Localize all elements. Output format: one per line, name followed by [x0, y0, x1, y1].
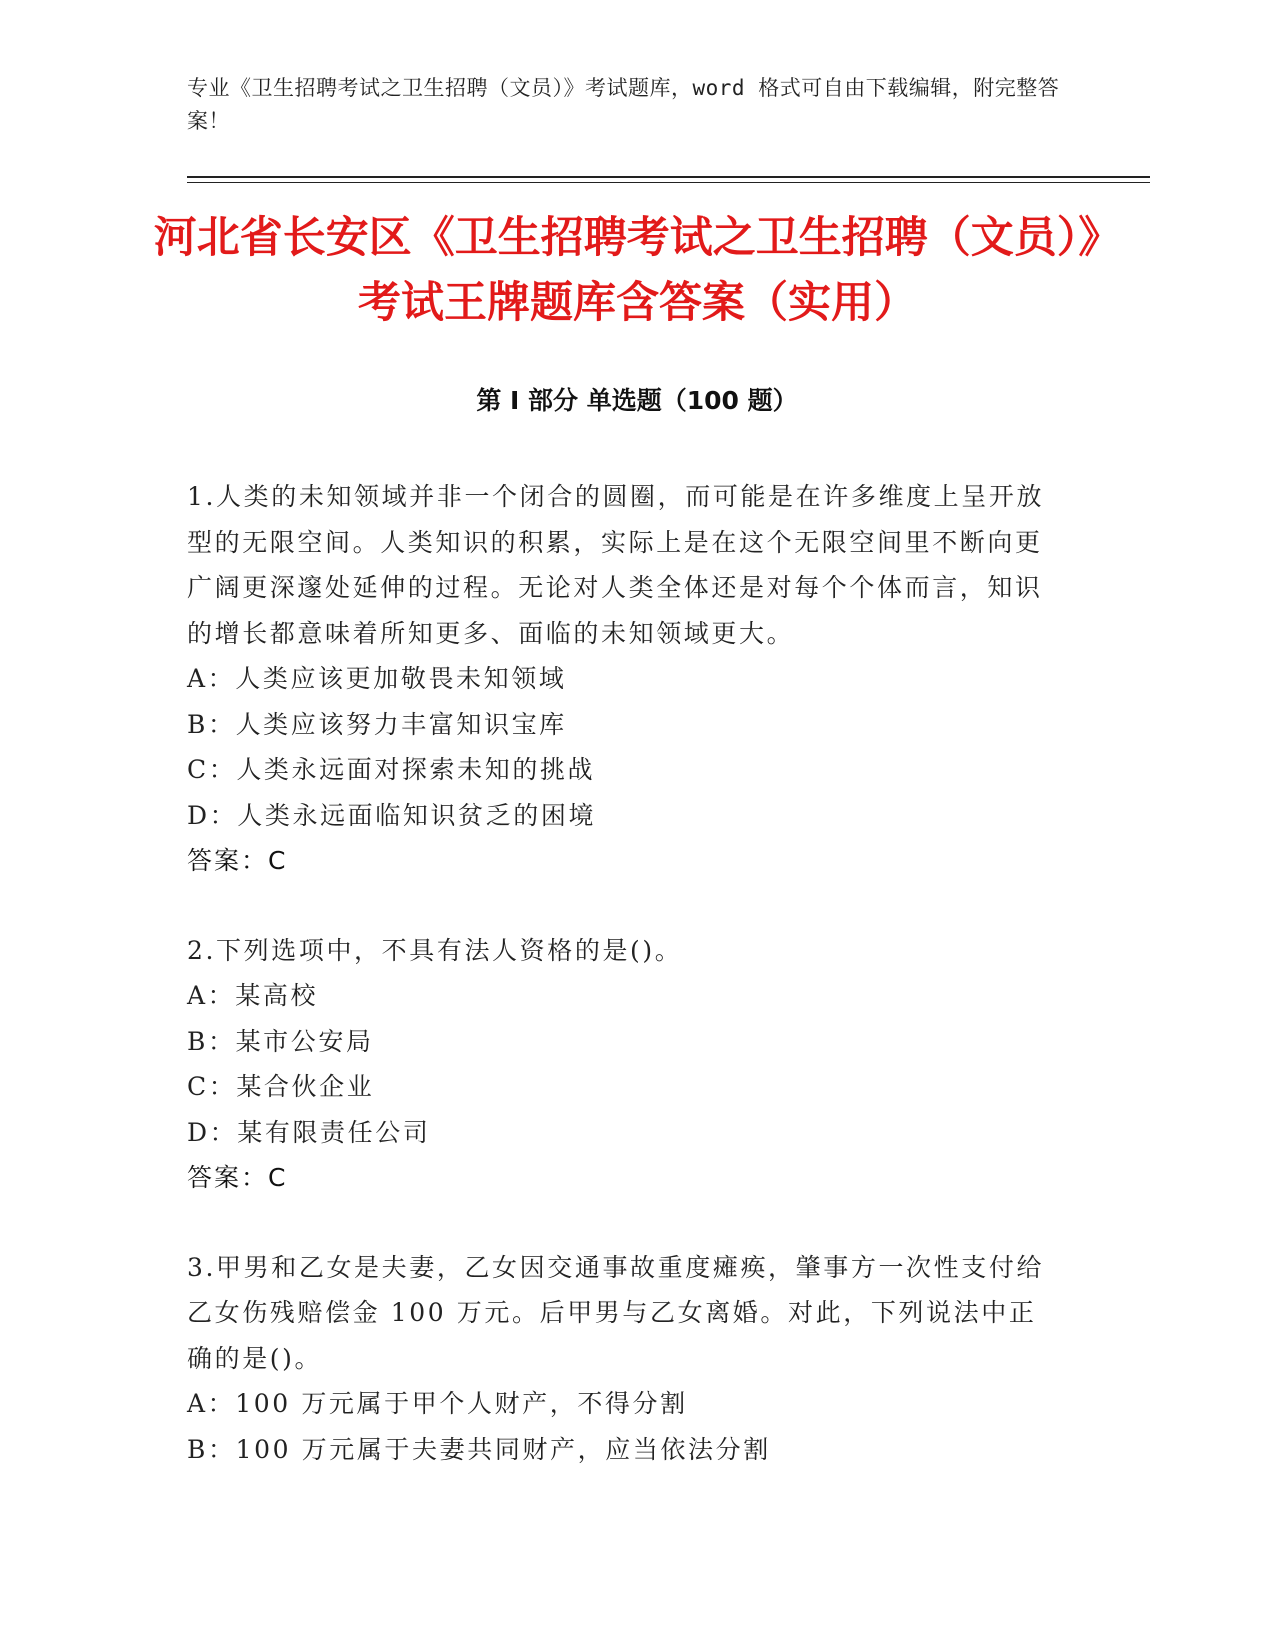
section-title: 第 I 部分 单选题（100 题）: [476, 386, 798, 415]
option-b: B：100 万元属于夫妻共同财产，应当依法分割: [187, 1434, 771, 1464]
header-rule-top: [187, 176, 1150, 178]
option-c: C：某合伙企业: [187, 1072, 375, 1101]
answer-line: [187, 1155, 1057, 1201]
question-list: [187, 474, 1057, 1516]
question-1: [187, 474, 1057, 884]
option-d: D：人类永远面临知识贫乏的困境: [187, 800, 597, 830]
question-stem: 1.人类的未知领域并非一个闭合的圆圈，而可能是在许多维度上呈开放型的无限空间。人类知识的积累，实际上是在这个无限空间里不断向更广阔更深邃处延伸的过程。无论对人类全体还是对每个个体而言，知识的增长都意味着所知更多、面临的未知领域更大。: [187, 482, 1045, 648]
question-stem: 2.下列选项中，不具有法人资格的是()。: [187, 935, 683, 965]
answer-value: C: [268, 1163, 286, 1192]
document-title: 河北省长安区《卫生招聘考试之卫生招聘（文员）》考试王牌题库含答案（实用）: [153, 213, 1122, 328]
option-b: B：人类应该努力丰富知识宝库: [187, 709, 567, 739]
option-a: A：某高校: [187, 981, 319, 1010]
option-b: B：某市公安局: [187, 1026, 374, 1056]
answer-value: C: [268, 846, 286, 875]
option-d: D：某有限责任公司: [187, 1117, 431, 1147]
header-rule-bottom: [187, 182, 1150, 183]
answer-label: 答案：: [187, 846, 269, 875]
question-stem: 3.甲男和乙女是夫妻，乙女因交通事故重度瘫痪，肇事方一次性支付给乙女伤残赔偿金 100 万元。后甲男与乙女离婚。对此，下列说法中正确的是()。: [187, 1252, 1045, 1373]
option-c: C：人类永远面对探索未知的挑战: [187, 755, 596, 784]
answer-label: 答案：: [187, 1163, 269, 1192]
question-2: [187, 928, 1057, 1201]
question-3: [187, 1245, 1057, 1473]
option-a: A：100 万元属于甲个人财产，不得分割: [187, 1389, 688, 1418]
option-a: A：人类应该更加敬畏未知领域: [187, 664, 567, 693]
header-note: 专业《卫生招聘考试之卫生招聘（文员）》考试题库，word 格式可自由下载编辑，附完整答案！: [187, 76, 1060, 133]
answer-line: [187, 838, 1057, 884]
